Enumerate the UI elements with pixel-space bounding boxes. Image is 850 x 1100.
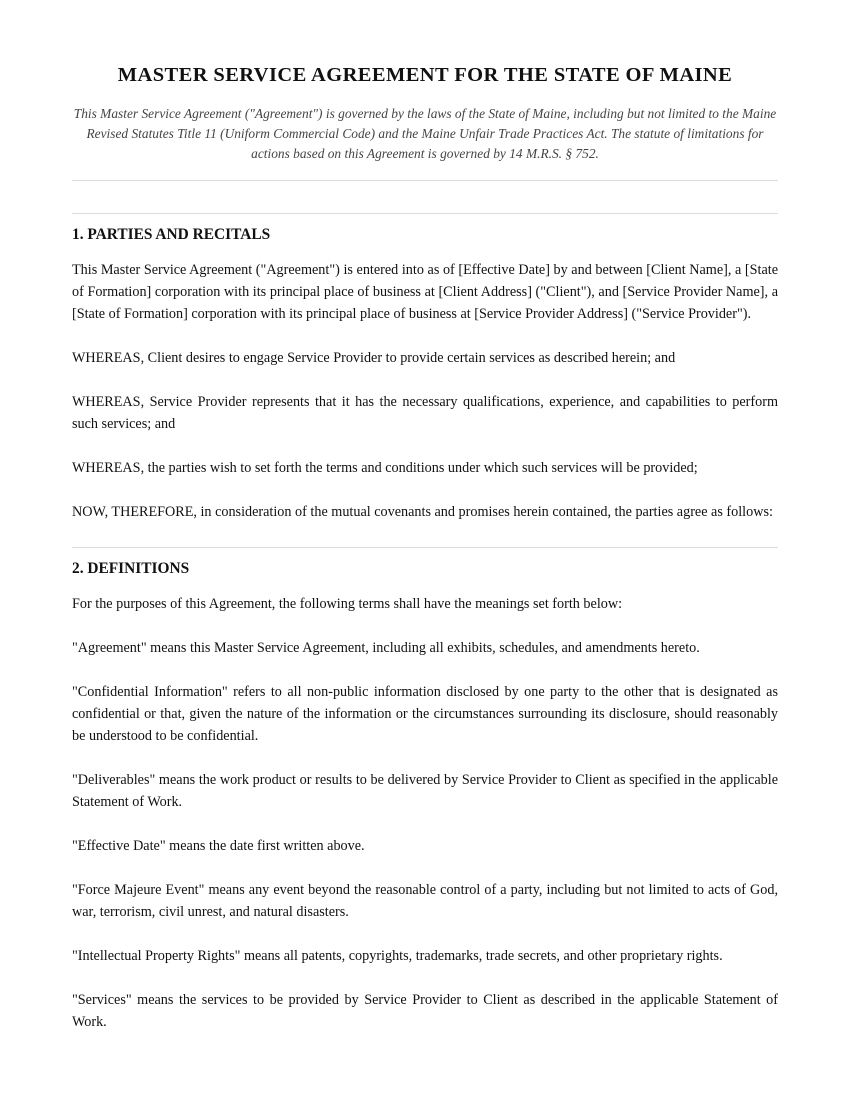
paragraph: WHEREAS, the parties wish to set forth the terms and conditions under which such services will be provided; [72, 460, 698, 476]
header-divider [72, 180, 778, 181]
paragraph: WHEREAS, Client desires to engage Service Provider to provide certain services as described herein; and [72, 350, 676, 366]
definition-effective-date: "Effective Date" means the date first written above. [72, 838, 365, 854]
section-heading: 2. DEFINITIONS [72, 560, 190, 577]
paragraph: WHEREAS, Service Provider represents that it has the necessary qualifications, experience, and capabilities to perform such services; and [72, 394, 778, 432]
definition-force-majeure-event: "Force Majeure Event" means any event beyond the reasonable control of a party, including but not limited to acts of God, war, terrorism, civil unrest, and natural disasters. [72, 882, 778, 920]
definition-agreement: "Agreement" means this Master Service Agreement, including all exhibits, schedules, and amendments hereto. [72, 640, 700, 656]
definition-intellectual-property-rights: "Intellectual Property Rights" means all patents, copyrights, trademarks, trade secrets, and other proprietary rights. [72, 948, 723, 964]
section-divider [72, 213, 778, 214]
paragraph: For the purposes of this Agreement, the following terms shall have the meanings set forth below: [72, 596, 623, 612]
definition-confidential-information: "Confidential Information" refers to all non-public information disclosed by one party to the other that is designated as confidential or that, given the nature of the information or the circumstances surrounding its disclosure, should reasonably be understood to be confidential. [72, 684, 778, 744]
paragraph: NOW, THEREFORE, in consideration of the mutual covenants and promises herein contained, the parties agree as follows: [72, 504, 773, 520]
section-definitions [72, 547, 778, 1033]
section-parties-and-recitals [72, 213, 778, 523]
paragraph: This Master Service Agreement ("Agreement") is entered into as of [Effective Date] by and between [Client Name], a [State of Formation] corporation with its principal place of business at [Client Address] ("Client"), and [Service Provider Name], a [State of Formation] corporation with its principal place of business at [Service Provider Address] ("Service Provider"). [72, 262, 778, 322]
governing-law-notice: This Master Service Agreement ("Agreement") is governed by the laws of the State of Maine, including but not limited to the Maine Revised Statutes Title 11 (Uniform Commercial Code) and the Maine Unfair Trade Practices Act. The statute of limitations for actions based on this Agreement is governed by 14 M.R.S. § 752. [73, 106, 777, 161]
definition-deliverables: "Deliverables" means the work product or results to be delivered by Service Provider to Client as specified in the applicable Statement of Work. [72, 772, 778, 810]
definition-services: "Services" means the services to be provided by Service Provider to Client as described in the applicable Statement of Work. [72, 992, 778, 1030]
document-title: MASTER SERVICE AGREEMENT FOR THE STATE OF MAINE [117, 64, 733, 86]
section-heading: 1. PARTIES AND RECITALS [72, 226, 271, 243]
section-divider [72, 547, 778, 548]
